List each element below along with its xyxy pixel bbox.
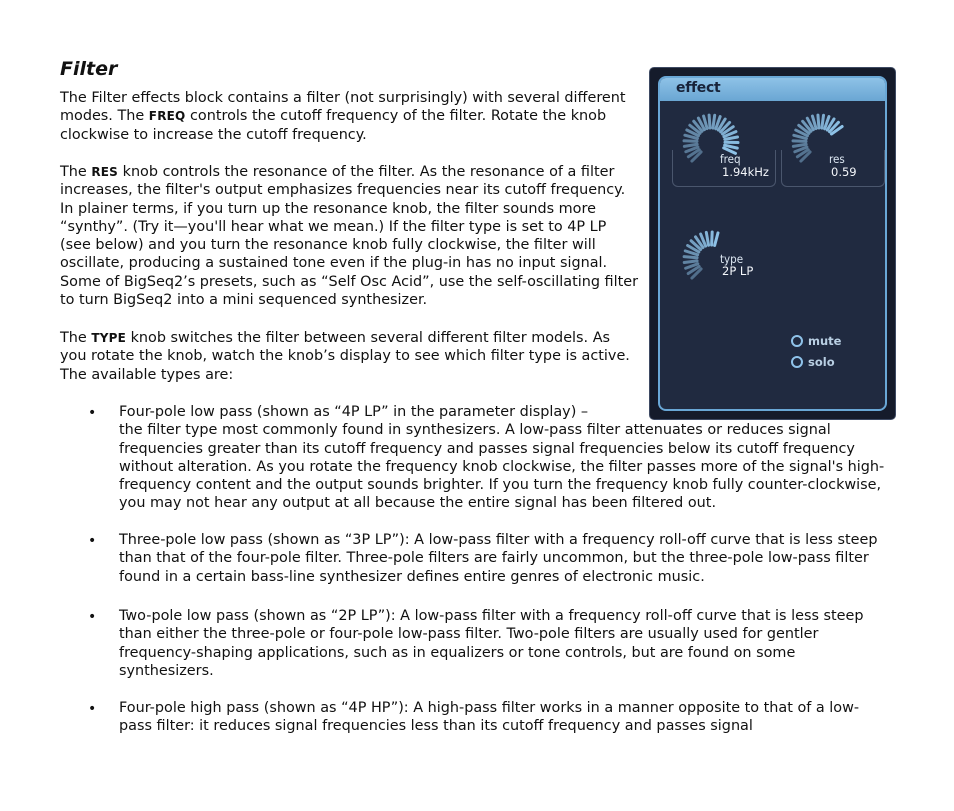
effect-panel-title: effect [676, 80, 721, 96]
knob-segment [684, 257, 697, 258]
res-value: 0.59 [831, 165, 857, 179]
text: knob controls the resonance of the filter. As the resonance of a filter increases, the filter's output emphasizes frequencies near its cutoff frequency. In plainer terms, if you turn up the resonance knob, the filter sounds more “synthy”. (Try it—you'll hear what we mean.) If the filter type is set to 4P LP (see below) and you turn the resonance knob fully clockwise, the filter will oscillate, producing a sustained tone even if the plug-in has no input signal. Some of BigSeq2’s presets, such as “Self Osc Acid”, use the self-oscillating filter to turn BigSeq2 into a mini sequenced synthesizer. [60, 164, 639, 309]
keyword-type: TYPE [91, 331, 127, 345]
freq-label: freq [720, 152, 741, 166]
mute-radio-icon [791, 335, 803, 347]
list-item-text: Three-pole low pass (shown as “3P LP”): A low-pass filter with a frequency roll-off curve that is less steep than that of the four-pole filter. Three-pole filters are fairly uncommon, but the three-pole low-pass filter found in a certain bass-line synthesizer defines entire genres of electronic music. [119, 532, 878, 585]
list-item-first-line: Four-pole low pass (shown as “4P LP” in the parameter display) – [119, 404, 589, 420]
solo-radio-icon [791, 356, 803, 368]
bullet-icon: • [88, 533, 97, 549]
bullet-icon: • [88, 405, 97, 421]
text: The [60, 164, 92, 180]
type-value: 2P LP [722, 264, 754, 278]
knob-segment [684, 144, 697, 146]
list-item-text: Four-pole high pass (shown as “4P HP”): A high-pass filter works in a manner opposite to that of a low-pass filter: it reduces signal frequencies less than its cutoff frequency and passes signal [119, 700, 860, 735]
knob-segment [684, 141, 697, 142]
knob-segment [793, 144, 806, 146]
knob-segment [712, 232, 713, 245]
list-item-text: the filter type most commonly found in synthesizers. A low-pass filter attenuates or reduces signal frequencies greater than its cutoff frequency and passes signal frequencies below its cutoff frequency without alteration. As you rotate the frequency knob clockwise, the filter passes more of the signal's high-frequency content and the output sounds brighter. If you turn the frequency knob fully counter-clockwise, you may not hear any output at all because the entire signal has been filtered out. [119, 422, 885, 512]
knob-segment [725, 137, 738, 139]
knob-segment [715, 233, 718, 246]
bullet-icon: • [88, 609, 97, 625]
solo-label: solo [808, 355, 835, 369]
list-item [119, 607, 889, 680]
text: The Filter effects block contains a filter (not surprisingly) with several different modes. The [60, 90, 626, 125]
knob-segment [793, 141, 806, 142]
bullet-icon: • [88, 701, 97, 717]
type-label: type [720, 252, 744, 266]
mute-toggle[interactable] [791, 332, 841, 350]
knob-segment [684, 261, 697, 263]
paragraph-type [60, 329, 640, 384]
freq-value: 1.94kHz [722, 165, 769, 179]
keyword-res: RES [91, 165, 119, 179]
knob-segment [818, 115, 819, 128]
text: knob switches the filter between several different filter models. As you rotate the knob, watch the knob’s display to see which filter type is active. The available types are: [60, 330, 630, 383]
solo-toggle[interactable] [791, 353, 835, 371]
text: controls the cutoff frequency of the filter. Rotate the knob clockwise to increase the cutoff frequency. [60, 108, 607, 143]
section-heading: Filter [60, 58, 118, 80]
knob-segment [709, 115, 710, 128]
res-label: res [829, 152, 845, 166]
paragraph-intro [60, 89, 640, 144]
knob-segment [706, 232, 708, 245]
paragraph-resonance [60, 163, 640, 309]
list-item [119, 531, 889, 586]
text: The [60, 330, 92, 346]
keyword-freq: FREQ [148, 109, 186, 124]
knob-segment [713, 115, 715, 128]
list-item [119, 699, 889, 736]
knob-segment [822, 115, 824, 128]
list-item-text: Two-pole low pass (shown as “2P LP”): A low-pass filter with a frequency roll-off curve that is less steep than either the three-pole or four-pole low-pass filter. Two-pole filters are usually used for gentler frequency-shaping applications, such as in equalizers or tone controls, but are found on some synthesizers. [119, 608, 864, 679]
mute-label: mute [808, 334, 842, 348]
